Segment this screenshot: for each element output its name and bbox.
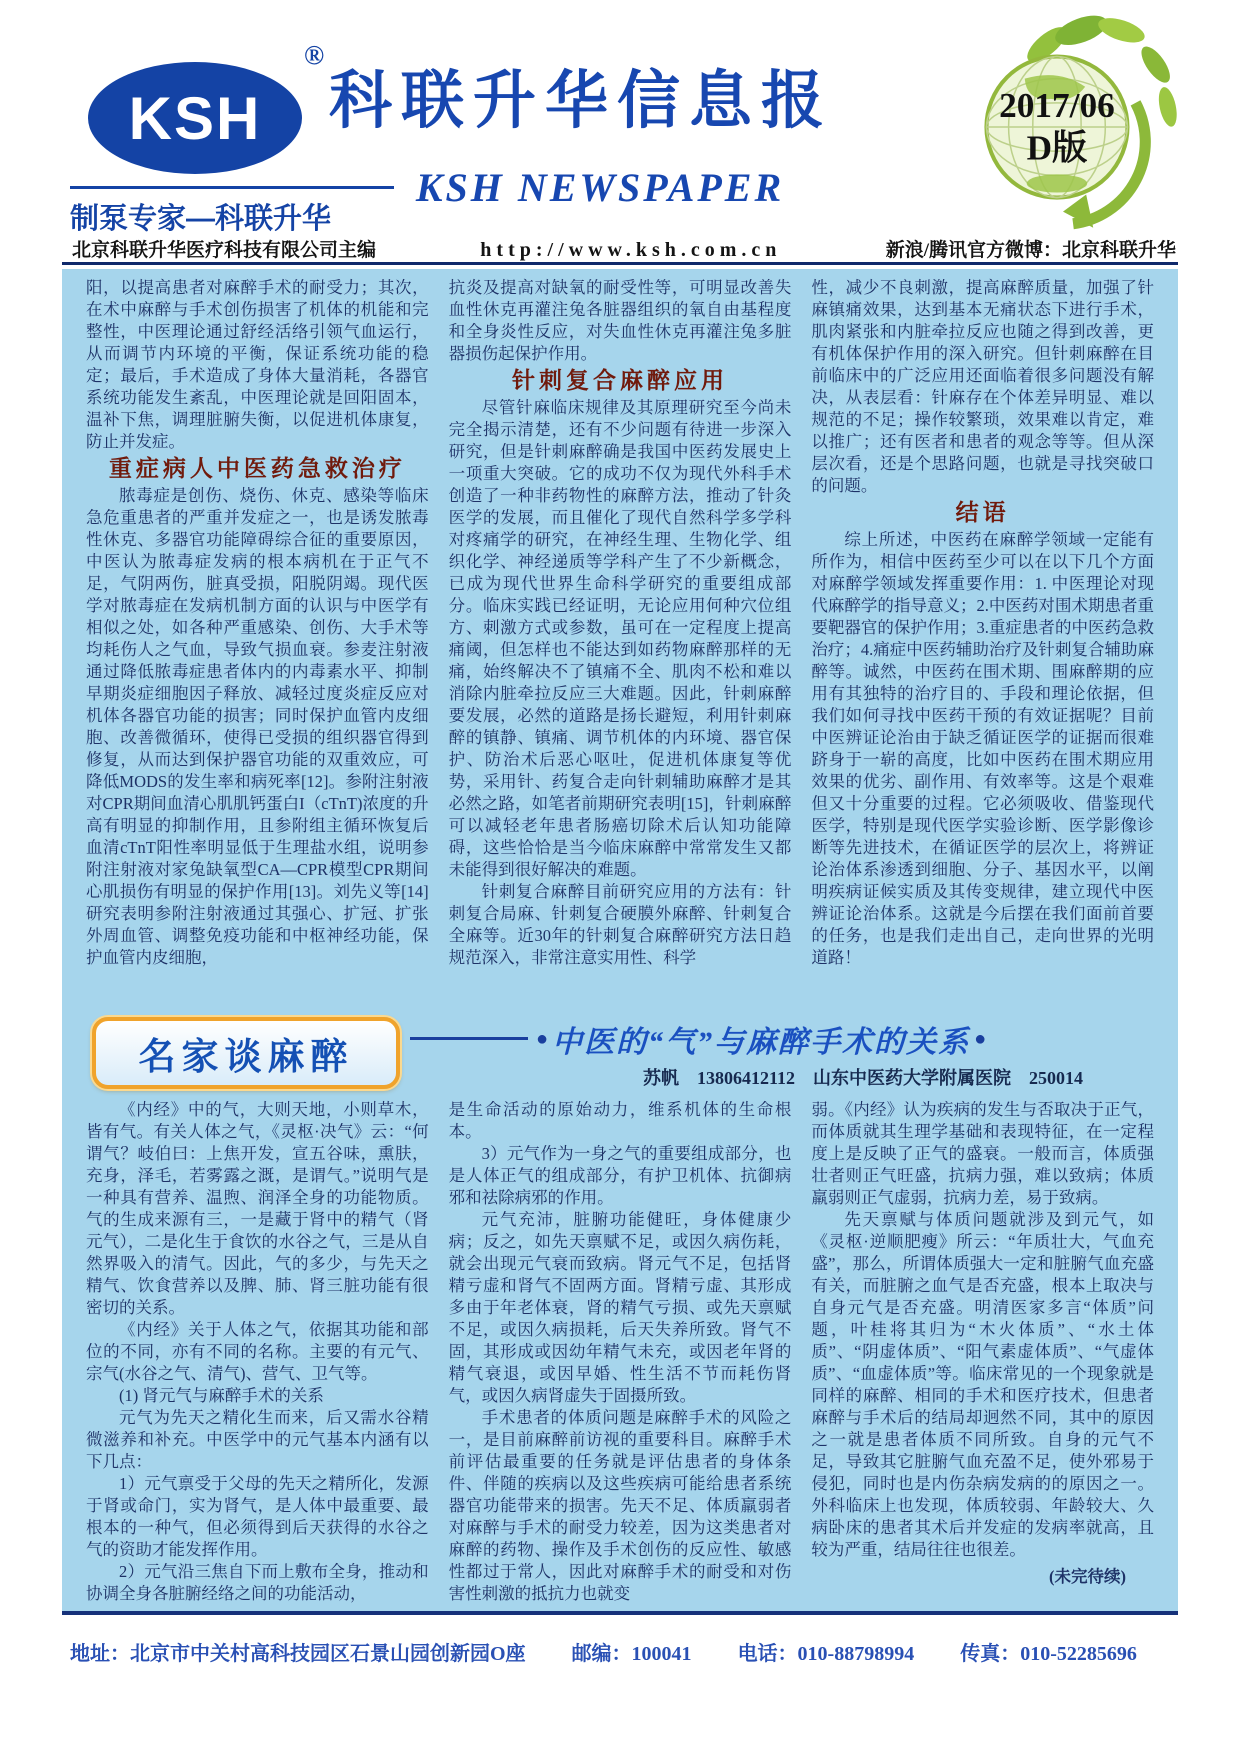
feature-banner-row (62, 1009, 1178, 1097)
footer-postcode: 邮编：100041 (571, 1643, 692, 1665)
newspaper-title-en: KSH NEWSPAPER (415, 165, 785, 210)
top-col2-paragraph-2: 尽管针麻临床规律及其原理研究至今尚未完全揭示清楚，还有不少问题有待进一步深入研究，但是针刺麻醉确是我国中医药发展史上一项重大突破。它的成功不仅为现代外科手术创造了一种非药物性的麻醉方法，推动了针灸医学的发展，而且催化了现代自然科学多学科对疼痛学的研究，在神经生理、生物化学、组织化学、神经递质等学科产生了不少新概念，已成为现代世界生命科学研究的重要组成部分。临床实践已经证明，无论应用何种穴位组方、刺激方式或参数，虽可在一定程度上提高痛阈，但怎样也不能达到如药物麻醉那样的无痛，始终解决不了镇痛不全、肌肉不松和难以消除内脏牵拉反应三大难题。因此，针刺麻醉要发展，必然的道路是扬长避短，利用针刺麻醉的镇静、镇痛、调节机体的内环境、器官保护、防治术后恶心呕吐，促进机体康复等优势，采用针、药复合走向针刺辅助麻醉才是其必然之路，如笔者前期研究表明[15]，针刺麻醉可以减轻老年患者肠癌切除术后认知功能障碍，这些恰恰是当今临床麻醉中常常发生又都未能得到很好解决的难题。 (448, 398, 792, 879)
bottom-column-3 (811, 1099, 1154, 1603)
footer-phone: 电话：010-88798994 (737, 1643, 915, 1665)
issue-globe-badge (928, 6, 1198, 238)
bottom-col1-paragraph-1: 《内经》中的气，大则天地，小则草木，皆有气。有关人体之气，《灵枢·决气》云：“何谓气？岐伯曰：上焦开发，宣五谷味，熏肤，充身，泽毛，若雾露之溉，是谓气。”说明气是一种具有营养、温煦、润泽全身的功能物质。气的生成来源有三，一是藏于肾中的精气（肾元气），二是化生于食饮的水谷之气，三是从自然界吸入的清气。因此，气的多少，与先天之精气、饮食营养以及脾、肺、肾三脏功能有很密切的关系。 (86, 1100, 429, 1317)
publisher-info-row (72, 235, 1176, 262)
top-col3-paragraph-2: 综上所述，中医药在麻醉学领域一定能有所作为，相信中医药至少可以在以下几个方面对麻醉学领域发挥重要作用：1. 中医理论对现代麻醉学的指导意义；2.中医药对围术期患者重要靶器官的保护作用；3.重症患者的中医药急救治疗；4.痛症中医药辅助治疗及针刺复合辅助麻醉等。诚然，中医药在围术期、围麻醉期的应用有其独特的治疗目的、手段和理论依据，但我们如何寻找中医药干预的有效证据呢？目前中医辨证论治由于缺乏循证医学的证据而很难跻身于一崭的高度，比如中医药在围术期应用效果的优劣、副作用、有效率等。这是个艰难但又十分重要的过程。它必须吸收、借鉴现代医学，特别是现代医学实验诊断、医学影像诊断等先进技术，在循证医学的层次上，将辨证论治体系渗透到细胞、分子、基因水平，以阐明疾病证候实质及其传变规律，建立现代中医辨证论治体系。这就是今后摆在我们面前首要的任务，也是我们走出自己，走向世界的光明道路！ (811, 530, 1155, 967)
footer-fax: 传真：010-52285696 (960, 1643, 1137, 1665)
top-col1-paragraph-2: 脓毒症是创伤、烧伤、休克、感染等临床急危重患者的严重并发症之一，也是诱发脓毒性休克、多器官功能障碍综合征的重要原因，中医认为脓毒症发病的根本病机在于正气不足，气阴两伤，脏真受损，阳脱阴竭。现代医学对脓毒症在发病机制方面的认识与中医学有相似之处，如各种严重感染、创伤、大手术等均耗伤人之气血，导致气损血衰。参麦注射液通过降低脓毒症患者体内的内毒素水平、抑制早期炎症细胞因子释放、减轻过度炎症反应对机体各器官功能的损害；同时保护血管内皮细胞、改善微循环，使得已受损的组织器官得到修复，从而达到保护器官功能的双重效应，可降低MODS的发生率和病死率[12]。参附注射液对CPR期间血清心肌肌钙蛋白I（cTnT)浓度的升高有明显的抑制作用，且参附组主循环恢复后血清cTnT阳性率明显低于生理盐水组，说明参附注射液对家兔缺氧型CA—CPR模型CPR期间心肌损伤有明显的保护作用[13]。刘先义等[14]研究表明参附注射液通过其强心、扩冠、扩张外周血管、调整免疫功能和中枢神经功能，保护血管内皮细胞， (86, 486, 429, 967)
top-col1-paragraph-1: 阳，以提高患者对麻醉手术的耐受力；其次，在术中麻醉与手术创伤损害了机体的机能和完整性，中医理论通过舒经活络引领气血运行，从而调节内环境的平衡，保证系统功能的稳定；最后，手术造成了身体大量消耗，各器官系统功能发生紊乱，中医理论就是回阳固本，温补下焦，调理脏腑失衡，以促进机体康复，防止并发症。 (86, 278, 429, 451)
top-column-1 (86, 277, 429, 1009)
heading-critical-care: 重症病人中医药急救治疗 (108, 456, 406, 481)
registered-trademark-icon: ® (304, 40, 325, 70)
bottom-column-1 (86, 1099, 429, 1603)
bottom-col2-paragraph-2: 3）元气作为一身之气的重要组成部分，也是人体正气的组成部分，有护卫机体、抗御病邪和祛除病邪的作用。 (448, 1144, 792, 1207)
feature-title-row (400, 1017, 1166, 1061)
bottom-col3-paragraph-2: 先天禀赋与体质问题就涉及到元气，如《灵枢·逆顺肥瘦》所云：“年质壮大，气血充盛”，那么，所谓体质强大一定和脏腑气血充盛有关，而脏腑之血气是否充盛，根本上取决与自身元气是否充盛。明清医家多言“体质”问题，叶桂将其归为“木火体质”、“水土体质”、“阴虚体质”、“阳气素虚体质”、“气虚体质”、“血虚体质”等。临床常见的一个现象就是同样的麻醉、相同的手术和医疗技术，但患者麻醉与手术后的结局却迥然不同，其中的原因之一就是患者体质不同所致。自身的元气不足，导致其它脏腑气血充盈不足，使外邪易于侵犯，同时也是内伤杂病发病的的原因之一。外科临床上也发现，体质较弱、年龄较大、久病卧床的患者其术后并发症的发病率就高，且较为严重，结局往往也很差。 (811, 1210, 1155, 1559)
bullet-dot-icon: ● (536, 1027, 549, 1050)
footer-address: 地址：北京市中关村高科技园区石景山园创新园O座 (70, 1643, 526, 1665)
heading-acupuncture-anesthesia: 针刺复合麻醉应用 (512, 368, 728, 393)
ksh-logo-text: KSH (128, 84, 262, 152)
top-article-section (62, 269, 1178, 1009)
top-column-3 (811, 277, 1154, 1009)
bottom-col1-paragraph-4: 元气为先天之精化生而来，后又需水谷精微滋养和补充。中医学中的元气基本内涵有以下几点： (86, 1408, 429, 1471)
heading-conclusion: 结语 (955, 500, 1010, 525)
article-title: 中医的“气”与麻醉手术的关系 (552, 1025, 971, 1059)
bottom-col3-paragraph-1: 弱。《内经》认为疾病的发生与否取决于正气，而体质就其生理学基础和表现特征，在一定程度上是反映了正气的盛衰。一般而言，体质强壮者则正气旺盛，抗病力强，难以致病；体质羸弱则正气虚弱，抗病力差，易于致病。 (811, 1100, 1155, 1207)
header-divider (62, 262, 1178, 265)
leaf-icon (1136, 42, 1175, 87)
editor-line: 北京科联升华医疗科技有限公司主编 (72, 240, 377, 261)
bottom-col1-paragraph-2: 《内经》关于人体之气，依据其功能和部位的不同，亦有不同的名称。主要的有元气、宗气(水谷之气、清气)、营气、卫气等。 (86, 1320, 429, 1383)
bullet-dot-icon: ● (974, 1027, 987, 1050)
ksh-logo (88, 62, 302, 174)
newspaper-title-cn: 科联升华信息报 (329, 66, 833, 136)
bottom-col1-paragraph-6: 2）元气沿三焦自下而上敷布全身，推动和协调全身各脏腑经络之间的功能活动， (86, 1562, 429, 1603)
feature-title-block (400, 1017, 1166, 1090)
top-col2-paragraph-1: 抗炎及提高对缺氧的耐受性等，可明显改善失血性休克再灌注兔各脏器组织的氧自由基程度和全身炎性反应，对失血性休克再灌注兔多脏器损伤起保护作用。 (448, 278, 792, 363)
issue-date: 2017/06 (999, 85, 1115, 125)
top-col3-paragraph-1: 性，减少不良刺激，提高麻醉质量，加强了针麻镇痛效果，达到基本无痛状态下进行手术，肌肉紧张和内脏牵拉反应也随之得到改善，更有机体保护作用的深入研究。但针刺麻醉在目前临床中的广泛应用还面临着很多问题没有解决，从表层看：针麻存在个体差异明显、难以规范的不足；操作较繁琐，效果难以肯定，难以推广；还有医者和患者的观念等等。但从深层次看，还是个思路问题，也就是寻找突破口的问题。 (811, 278, 1155, 495)
to-be-continued-note: (未完待续) (1049, 1567, 1127, 1586)
page-body (62, 269, 1178, 1611)
bottom-col2-paragraph-1: 是生命活动的原始动力，维系机体的生命根本。 (448, 1100, 792, 1141)
bottom-col1-paragraph-3: (1) 肾元气与麻醉手术的关系 (119, 1386, 324, 1405)
experts-column-banner: 名家谈麻醉 (92, 1017, 400, 1089)
tagline-rule (70, 186, 394, 189)
footer-contact-row (62, 1637, 1178, 1666)
page-footer (62, 1611, 1178, 1666)
website-url: http://www.ksh.com.cn (480, 239, 782, 261)
weibo-line: 新浪/腾讯官方微博：北京科联升华 (885, 240, 1176, 261)
leaf-icon (1156, 86, 1180, 129)
top-col2-paragraph-3: 针刺复合麻醉目前研究应用的方法有：针刺复合局麻、针刺复合硬膜外麻醉、针刺复合全麻等。近30年的针刺复合麻醉研究方法日趋规范深入，非常注意实用性、科学 (448, 882, 792, 967)
landmass-shape (1027, 174, 1087, 192)
issue-edition: D版 (1026, 128, 1088, 168)
masthead-header (0, 0, 1240, 262)
bottom-col2-paragraph-4: 手术患者的体质问题是麻醉手术的风险之一，是目前麻醉前访视的重要科目。麻醉手术前评估最重要的任务就是评估患者的身体条件、伴随的疾病以及这些疾病可能给患者系统器官功能带来的损害。先天不足、体质羸弱者对麻醉与手术的耐受力较差，因为这类患者对麻醉的药物、操作及手术创伤的反应性、敏感性都过于常人，因此对麻醉手术的耐受和对伤害性刺激的抵抗力也就变 (448, 1408, 792, 1603)
bottom-col2-paragraph-3: 元气充沛，脏腑功能健旺，身体健康少病；反之，如先天禀赋不足，或因久病伤耗，就会出现元气衰而致病。肾元气不足，包括肾精亏虚和肾气不固两方面。肾精亏虚、其形成多由于年老体衰，肾的精气亏损、或先天禀赋不足，或因久病损耗，后天失养所致。肾气不固，其形成或因幼年精气未充，或因老年肾的精气衰退，或因早婚、性生活不节而耗伤肾气，或因久病肾虚失于固摄所致。 (448, 1210, 792, 1405)
bottom-column-2 (449, 1099, 792, 1603)
title-lead-line (410, 1037, 528, 1040)
bottom-article-section (62, 1097, 1178, 1603)
author-byline: 苏帆 13806412112 山东中医药大学附属医院 250014 (642, 1067, 1083, 1088)
bottom-col1-paragraph-5: 1）元气禀受于父母的先天之精所化，发源于肾或命门，实为肾气，是人体中最重要、最根本的一种气，但必须得到后天获得的水谷之气的资助才能发挥作用。 (86, 1474, 429, 1559)
top-column-2 (449, 277, 792, 1009)
company-tagline: 制泵专家—科联升华 (70, 203, 332, 235)
